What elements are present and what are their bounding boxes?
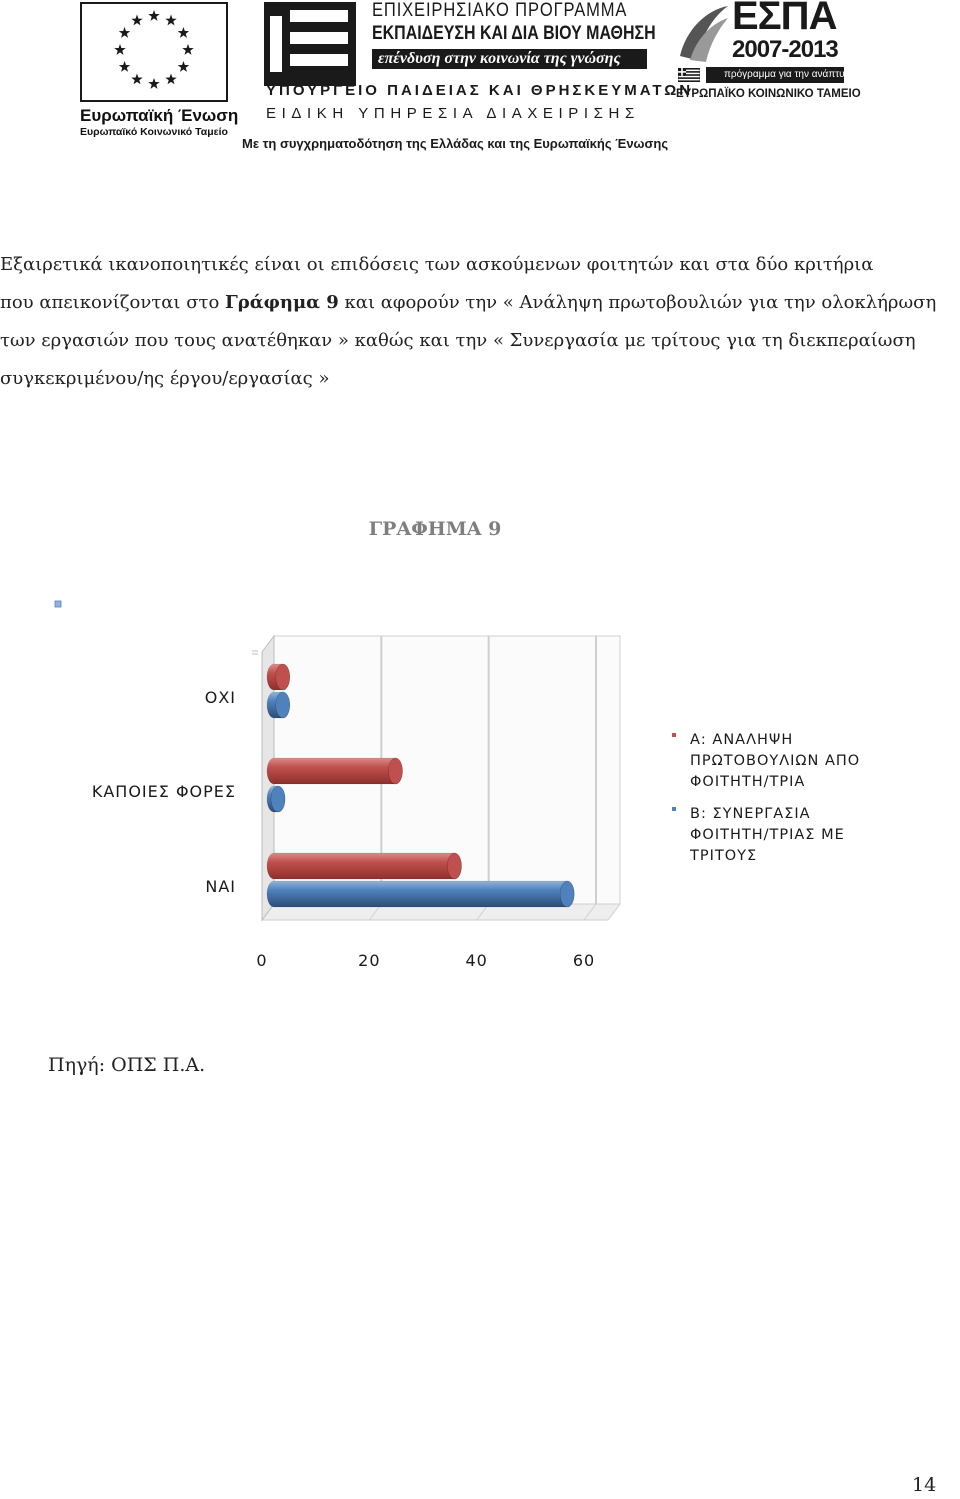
eu-star-icon [165, 73, 176, 84]
bar-cap [447, 853, 461, 879]
eu-star-icon [148, 78, 159, 89]
eu-star-icon [182, 44, 193, 55]
bar [267, 758, 402, 784]
legend-label: Α: ΑΝΑΛΗΨΗ [690, 732, 794, 748]
bar-body [267, 758, 402, 784]
espa-logo [676, 0, 861, 100]
eu-star-icon [114, 44, 125, 55]
page-number: 14 [912, 1474, 937, 1496]
special-service-name: ΕΙΔΙΚΗ ΥΠΗΡΕΣΙΑ ΔΙΑΧΕΙΡΙΣΗΣ [266, 105, 640, 122]
legend-swatch [672, 807, 676, 811]
bar-cap [276, 692, 290, 718]
espa-years: 2007-2013 [732, 36, 838, 63]
eu-star-icon [119, 61, 130, 72]
legend-marker-icon [55, 601, 61, 607]
operational-programme-title [372, 0, 654, 69]
category-label: ΝΑΙ [205, 877, 236, 896]
bar [267, 692, 290, 718]
bar-cap [276, 664, 290, 690]
bar [267, 664, 290, 690]
x-tick-label: 40 [465, 951, 488, 970]
x-tick-label: 20 [358, 951, 381, 970]
espa-programme-text: πρόγραμμα για την ανάπτυξη [724, 69, 855, 80]
legend-label: Β: ΣΥΝΕΡΓΑΣΙΑ [690, 806, 811, 822]
body-line-3: των εργασιών που τους ανατέθηκαν » καθώς και την « Συνεργασία με τρίτους για τη διεκπεραίωση [0, 330, 916, 351]
eu-star-icon [131, 15, 142, 26]
greek-flag-icon [678, 68, 700, 82]
eu-star-icon [178, 61, 189, 72]
bar-body [267, 853, 461, 879]
figure-reference: Γράφημα 9 [225, 292, 339, 313]
eu-star-icon [131, 73, 142, 84]
bar [267, 881, 574, 907]
espa-fund-name: ΕΥΡΩΠΑΪΚΟ ΚΟΙΝΩΝΙΚΟ ΤΑΜΕΙΟ [676, 88, 861, 100]
espa-title: ΕΣΠΑ [732, 0, 837, 38]
category-label: ΟΧΙ [204, 688, 236, 707]
eu-star-icon [178, 27, 189, 38]
eu-name: Ευρωπαϊκή Ένωση [80, 106, 239, 125]
body-line-2-a: που απεικονίζονται στο [0, 292, 226, 313]
bar-cap [388, 758, 402, 784]
eu-star-icon [148, 10, 159, 21]
body-line-4: συγκεκριμένου/ης έργου/εργασίας » [0, 368, 330, 389]
op-title-line2: ΕΚΠΑΙΔΕΥΣΗ ΚΑΙ ΔΙΑ ΒΙΟΥ ΜΑΘΗΣΗ [372, 23, 656, 44]
eu-fund-name: Ευρωπαϊκό Κοινωνικό Ταμείο [80, 126, 228, 138]
eu-logo [80, 2, 239, 138]
body-line-2 [0, 284, 960, 322]
op-slogan: επένδυση στην κοινωνία της γνώσης [372, 49, 647, 69]
body-line-1: Εξαιρετικά ικανοποιητικές είναι οι επιδόσεις των ασκούμενων φοιτητών και στα δύο κριτήρια [0, 254, 874, 275]
eu-star-icon [165, 15, 176, 26]
bar-body [267, 881, 574, 907]
operational-programme-logo-icon [264, 2, 356, 86]
legend-label: ΦΟΙΤΗΤΗ/ΤΡΙΑ [690, 774, 806, 790]
op-title-line1: ΕΠΙΧΕΙΡΗΣΙΑΚΟ ΠΡΟΓΡΑΜΜΑ [372, 0, 628, 21]
legend-swatch [672, 733, 676, 737]
eu-star-icon [119, 27, 130, 38]
eu-flag-icon [80, 2, 228, 102]
espa-programme [706, 67, 855, 83]
chart-title: ΓΡΑΦΗΜΑ 9 [368, 518, 502, 540]
x-tick-label: 60 [572, 951, 596, 970]
bar [267, 786, 285, 812]
legend-label: ΤΡΙΤΟΥΣ [690, 848, 758, 864]
body-line-2-c: και αφορούν την « Ανάληψη πρωτοβουλιών για την ολοκλήρωση [338, 292, 937, 313]
espa-swirl-icon [676, 0, 732, 66]
x-tick-label: 0 [256, 951, 268, 970]
legend-label: ΠΡΩΤΟΒΟΥΛΙΩΝ ΑΠΟ [690, 753, 861, 769]
bar-chart [0, 590, 900, 990]
category-label: ΚΑΠΟΙΕΣ ΦΟΡΕΣ [91, 782, 236, 801]
bar [267, 853, 461, 879]
source-note: Πηγή: ΟΠΣ Π.Α. [48, 1054, 206, 1076]
bar-cap [560, 881, 574, 907]
legend-label: ΦΟΙΤΗΤΗ/ΤΡΙΑΣ ΜΕ [690, 827, 845, 843]
body-paragraph [0, 246, 960, 398]
cofunding-statement: Με τη συγχρηματοδότηση της Ελλάδας και της Ευρωπαϊκής Ένωσης [242, 136, 669, 151]
bar-cap [271, 786, 285, 812]
ministry-name: ΥΠΟΥΡΓΕΙΟ ΠΑΙΔΕΙΑΣ ΚΑΙ ΘΡΗΣΚΕΥΜΑΤΩΝ [266, 82, 694, 99]
